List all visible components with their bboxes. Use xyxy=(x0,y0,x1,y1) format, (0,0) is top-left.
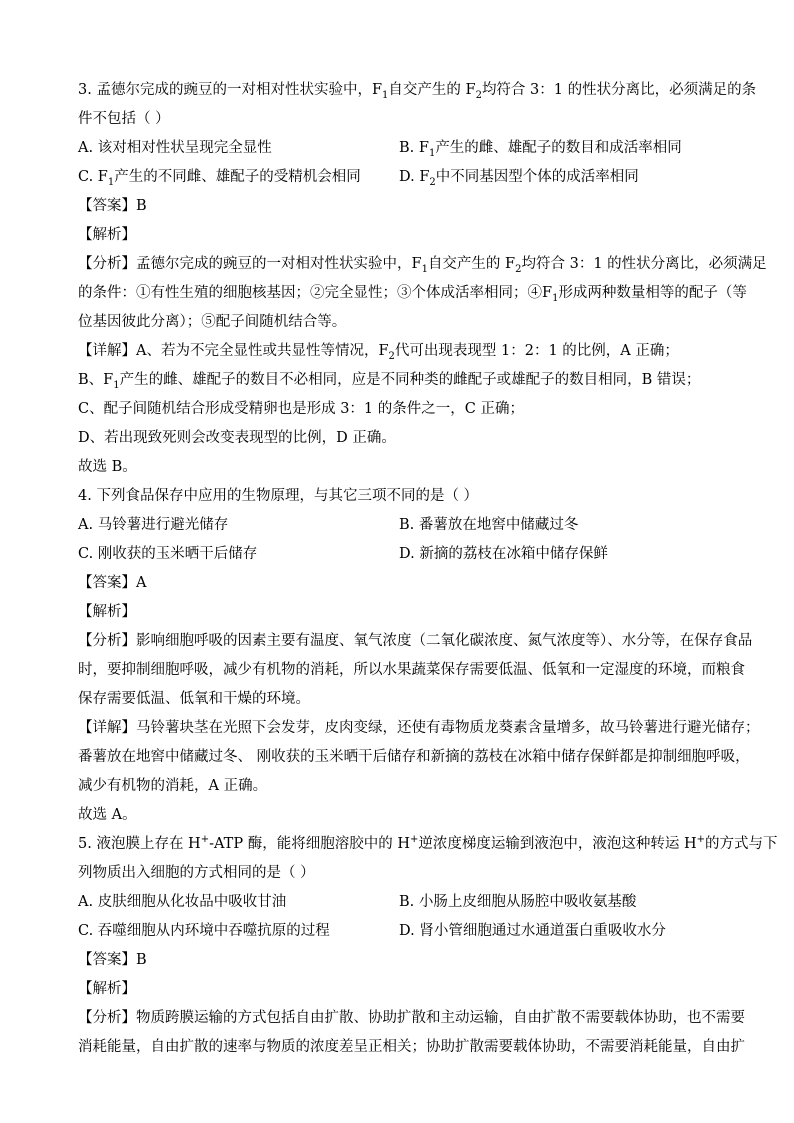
q4-fenxi-line2: 时，要抑制细胞呼吸，减少有机物的消耗，所以水果蔬菜保存需要低温、低氧和一定湿度的环境，而粮食 xyxy=(78,662,745,678)
q4-option-a: A. 马铃薯进行避光储存 xyxy=(78,517,229,533)
q4-xiangjie-line1: 【详解】马铃薯块茎在光照下会发芽，皮肉变绿，还使有毒物质龙葵素含量增多，故马铃薯进行避光储存； xyxy=(78,720,760,736)
q4-option-b: B. 番薯放在地窖中储藏过冬 xyxy=(399,517,579,533)
q3-stem-line2: 件不包括（ ） xyxy=(78,111,170,127)
q3-xiangjie-line1: 【详解】A、若为不完全显性或共显性等情况，$F_2$代可出现表现型 1：2：1 的比例，A 正确； xyxy=(78,343,679,362)
q4-xiangjie-line2: 番薯放在地窖中储藏过冬、 刚收获的玉米晒干后储存和新摘的荔枝在冰箱中储存保鲜都是抑制细胞呼吸， xyxy=(78,749,750,765)
q3-analysis-tag: 【解析】 xyxy=(78,227,136,243)
q3-option-d: D. $F_2$中不同基因型个体的成活率相同 xyxy=(399,169,639,188)
q4-answer: 【答案】A xyxy=(78,575,147,591)
q5-option-c: C. 吞噬细胞从内环境中吞噬抗原的过程 xyxy=(78,923,330,939)
q3-conclusion: 故选 B。 xyxy=(78,459,137,475)
q5-fenxi-line2: 消耗能量，自由扩散的速率与物质的浓度差呈正相关；协助扩散需要载体协助，不需要消耗能量，自由扩 xyxy=(78,1039,745,1055)
q5-option-b: B. 小肠上皮细胞从肠腔中吸收氨基酸 xyxy=(399,894,637,910)
q4-xiangjie-line3: 减少有机物的消耗，A 正确。 xyxy=(78,778,268,794)
q5-fenxi-line1: 【分析】物质跨膜运输的方式包括自由扩散、协助扩散和主动运输，自由扩散不需要载体协助，也不需要 xyxy=(78,1010,745,1026)
q3-fenxi-line1: 【分析】孟德尔完成的豌豆的一对相对性状实验中，$F_1$自交产生的 $F_2$均符合 3：1 的性状分离比，必须满足 xyxy=(78,256,767,275)
q3-xiangjie-line3: C、配子间随机结合形成受精卵也是形成 3：1 的条件之一，C 正确； xyxy=(78,401,524,417)
q3-fenxi-line2: 的条件：①有性生殖的细胞核基因；②完全显性；③个体成活率相同；$④F_1$形成两种数量相等的配子（等 xyxy=(78,285,747,304)
q5-option-d: D. 肾小管细胞通过水通道蛋白重吸收水分 xyxy=(399,923,666,939)
q4-conclusion: 故选 A。 xyxy=(78,807,137,823)
q3-option-a: A. 该对相对性状呈现完全显性 xyxy=(78,140,272,156)
q5-stem-line1: 5. 液泡膜上存在 H+-ATP 酶，能将细胞溶胶中的 H+逆浓度梯度运输到液泡中，液泡这种转运 H+的方式与下 xyxy=(78,834,778,852)
q3-fenxi-line3: 位基因彼此分离）；⑤配子间随机结合等。 xyxy=(78,314,347,330)
q4-fenxi-line3: 保存需要低温、低氧和干燥的环境。 xyxy=(78,691,310,707)
q4-option-d: D. 新摘的荔枝在冰箱中储存保鲜 xyxy=(399,546,608,562)
q5-stem-line2: 列物质出入细胞的方式相同的是（ ） xyxy=(78,865,315,881)
q3-answer: 【答案】B xyxy=(78,198,147,214)
q5-answer: 【答案】B xyxy=(78,952,147,968)
q3-option-b: B. $F_1$产生的雌、雄配子的数目和成活率相同 xyxy=(399,140,682,159)
q3-xiangjie-line4: D、若出现致死则会改变表现型的比例，D 正确。 xyxy=(78,430,396,446)
q5-option-a: A. 皮肤细胞从化妆品中吸收甘油 xyxy=(78,894,287,910)
q4-stem: 4. 下列食品保存中应用的生物原理，与其它三项不同的是（ ） xyxy=(78,488,479,504)
q4-analysis-tag: 【解析】 xyxy=(78,604,136,620)
q4-fenxi-line1: 【分析】影响细胞呼吸的因素主要有温度、氧气浓度（二氧化碳浓度、氮气浓度等）、水分等，在保存食品 xyxy=(78,633,753,649)
q3-option-c: C. $F_1$产生的不同雌、雄配子的受精机会相同 xyxy=(78,169,361,188)
q3-stem-line1: 3. 孟德尔完成的豌豆的一对相对性状实验中，$F_1$自交产生的 $F_2$均符合 3：1 的性状分离比，必须满足的条 xyxy=(78,82,757,101)
q4-option-c: C. 刚收获的玉米晒干后储存 xyxy=(78,546,258,562)
q5-analysis-tag: 【解析】 xyxy=(78,981,136,997)
q3-xiangjie-line2: B、$F_1$产生的雌、雄配子的数目不必相同，应是不同种类的雌配子或雄配子的数目相同，B 错误； xyxy=(78,372,701,391)
